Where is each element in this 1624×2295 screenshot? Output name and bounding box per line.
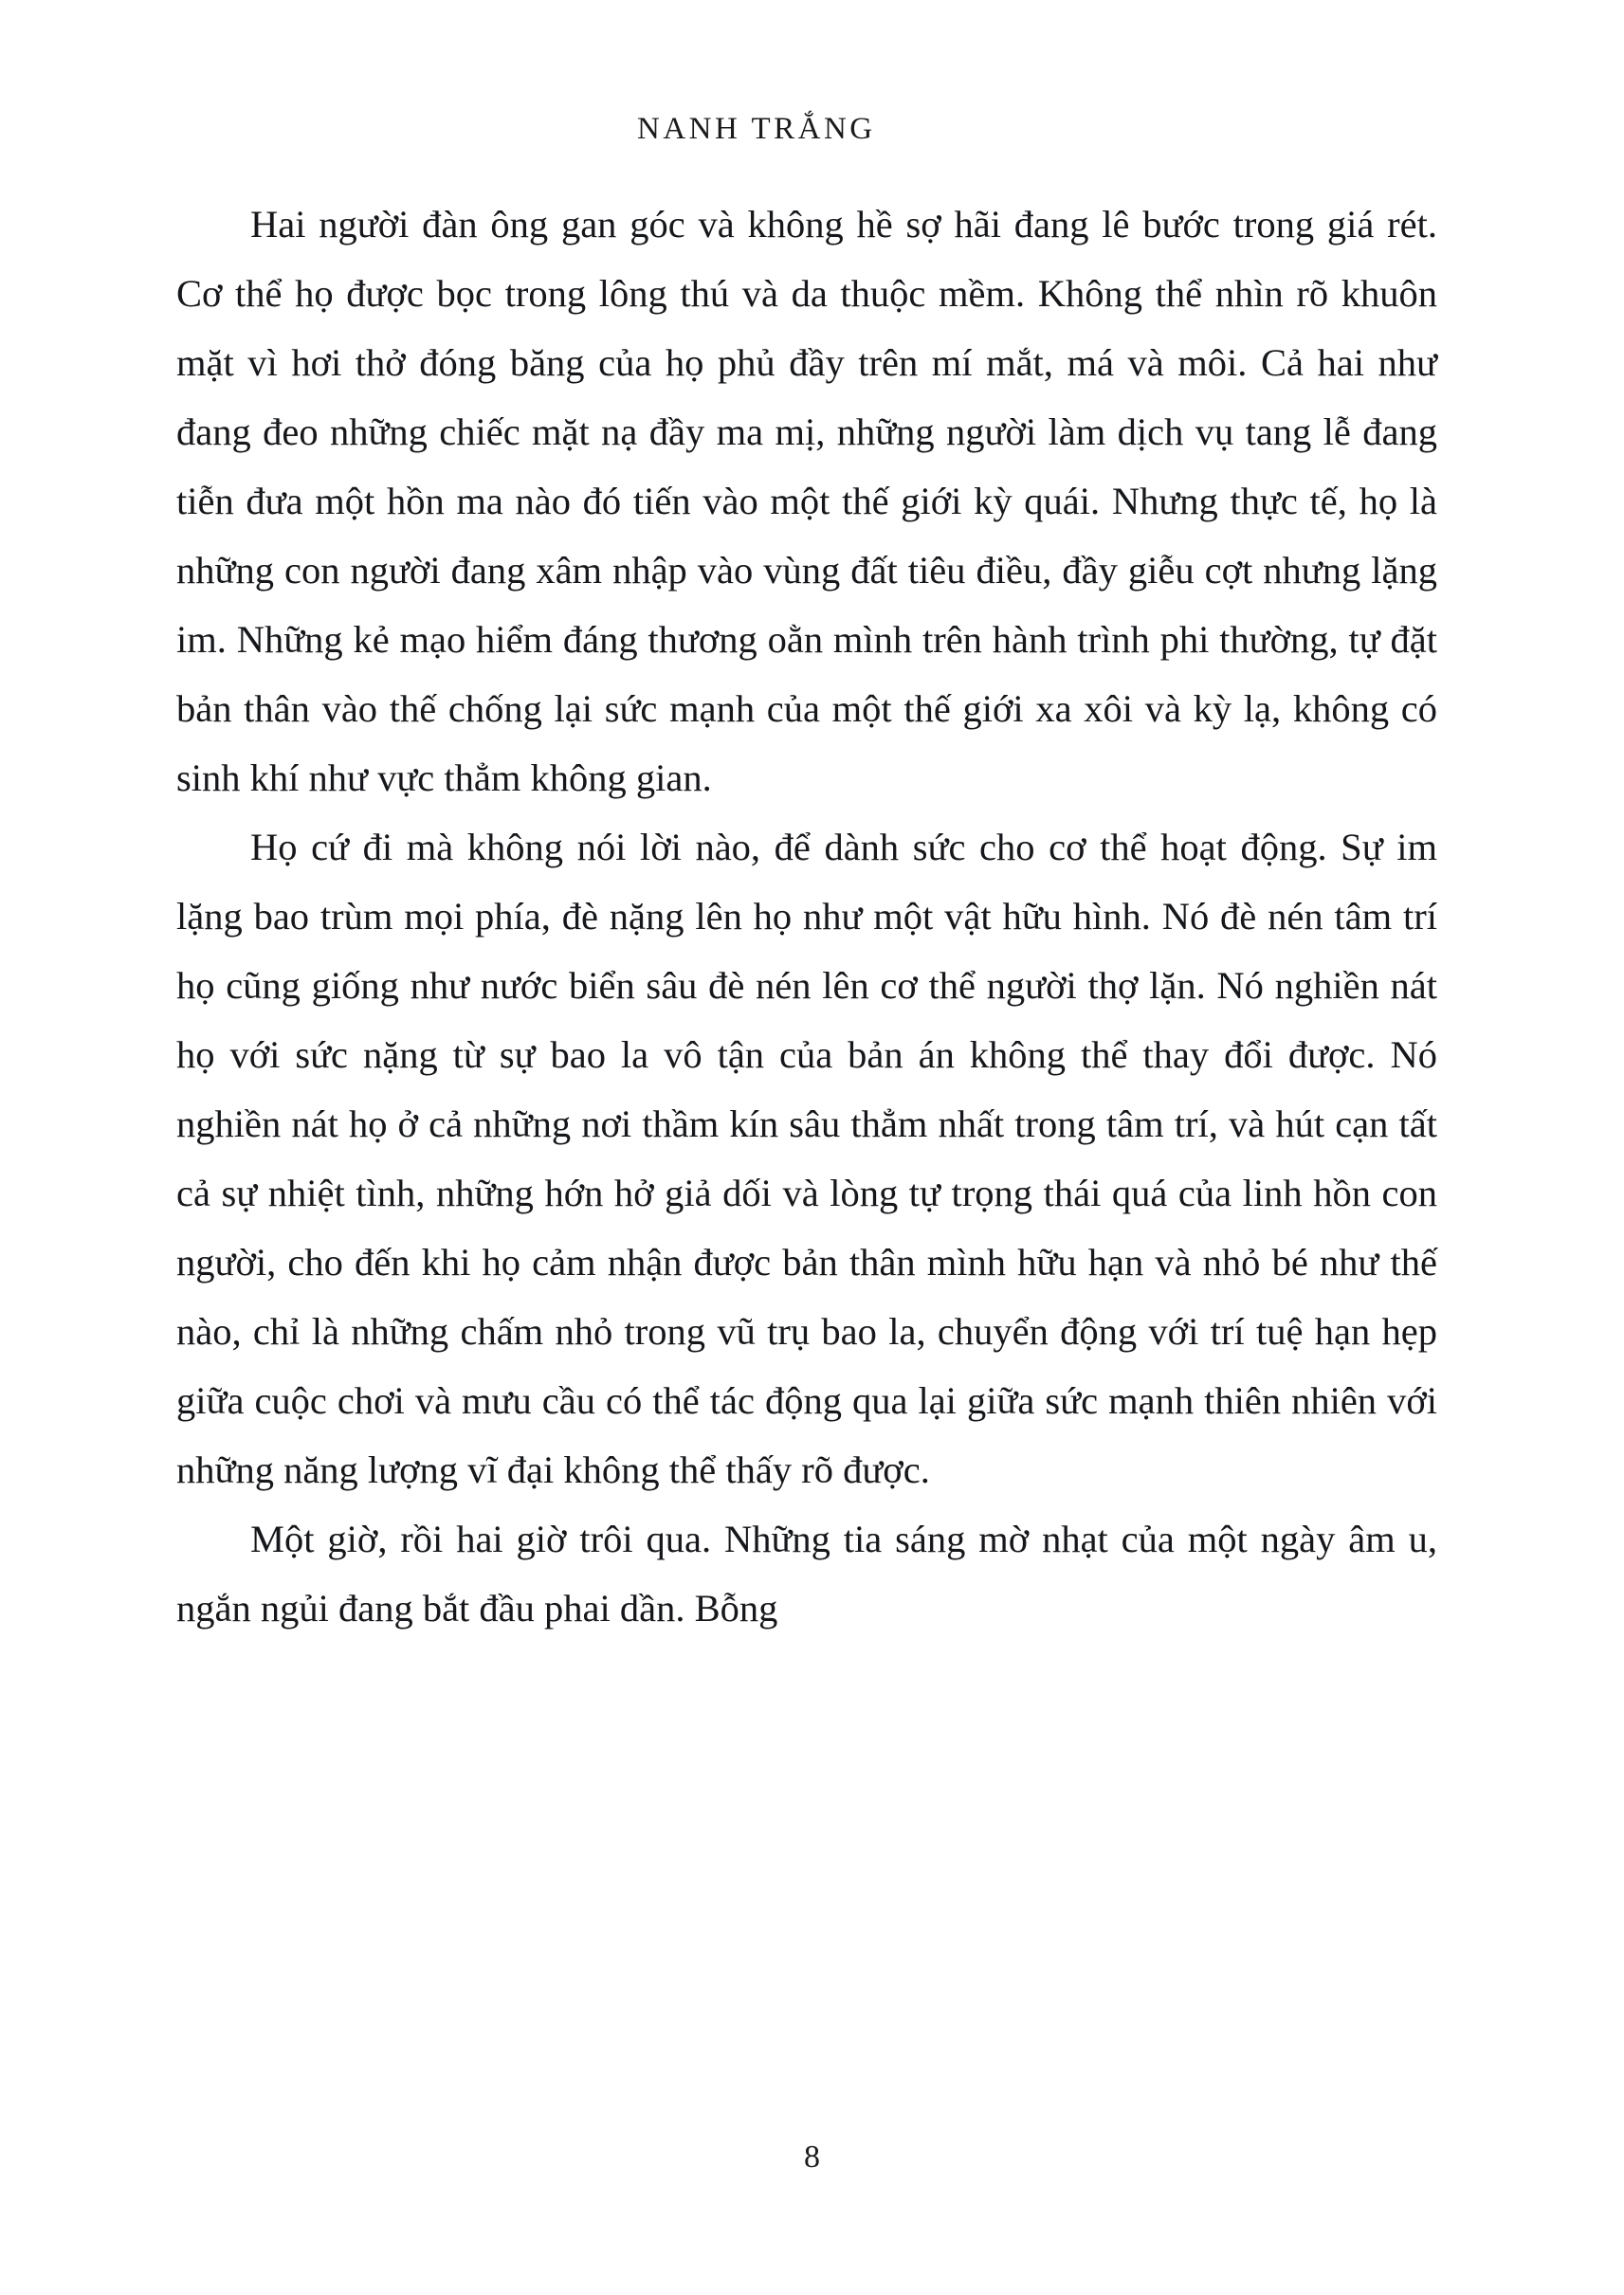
running-head-title: NANH TRẮNG (637, 112, 876, 146)
paragraph: Hai người đàn ông gan góc và không hề sợ hãi đang lê bước trong giá rét. Cơ thể họ được bọc trong lông thú và da thuộc mềm. Không thể nhìn rõ khuôn mặt vì hơi thở đóng băng của họ phủ đầy trên mí mắt, má và môi. Cả hai như đang đeo những chiếc mặt nạ đầy ma mị, những người làm dịch vụ tang lễ đang tiễn đưa một hồn ma nào đó tiến vào một thế giới kỳ quái. Nhưng thực tế, họ là những con người đang xâm nhập vào vùng đất tiêu điều, đầy giễu cợt nhưng lặng im. Những kẻ mạo hiểm đáng thương oằn mình trên hành trình phi thường, tự đặt bản thân vào thế chống lại sức mạnh của một thế giới xa xôi và kỳ lạ, không có sinh khí như vực thẳm không gian. (176, 203, 1437, 799)
paragraph: Họ cứ đi mà không nói lời nào, để dành sức cho cơ thể hoạt động. Sự im lặng bao trùm mọi phía, đè nặng lên họ như một vật hữu hình. Nó đè nén tâm trí họ cũng giống như nước biển sâu đè nén lên cơ thể người thợ lặn. Nó nghiền nát họ với sức nặng từ sự bao la vô tận của bản án không thể thay đổi được. Nó nghiền nát họ ở cả những nơi thầm kín sâu thẳm nhất trong tâm trí, và hút cạn tất cả sự nhiệt tình, những hớn hở giả dối và lòng tự trọng thái quá của linh hồn con người, cho đến khi họ cảm nhận được bản thân mình hữu hạn và nhỏ bé như thế nào, chỉ là những chấm nhỏ trong vũ trụ bao la, chuyển động với trí tuệ hạn hẹp giữa cuộc chơi và mưu cầu có thể tác động qua lại giữa sức mạnh thiên nhiên với những năng lượng vĩ đại không thể thấy rõ được. (176, 826, 1437, 1491)
paragraph: Một giờ, rồi hai giờ trôi qua. Những tia sáng mờ nhạt của một ngày âm u, ngắn ngủi đang bắt đầu phai dần. Bỗng (176, 1518, 1437, 1630)
page-number: 8 (804, 2140, 820, 2175)
page-body-text (176, 190, 1437, 1643)
